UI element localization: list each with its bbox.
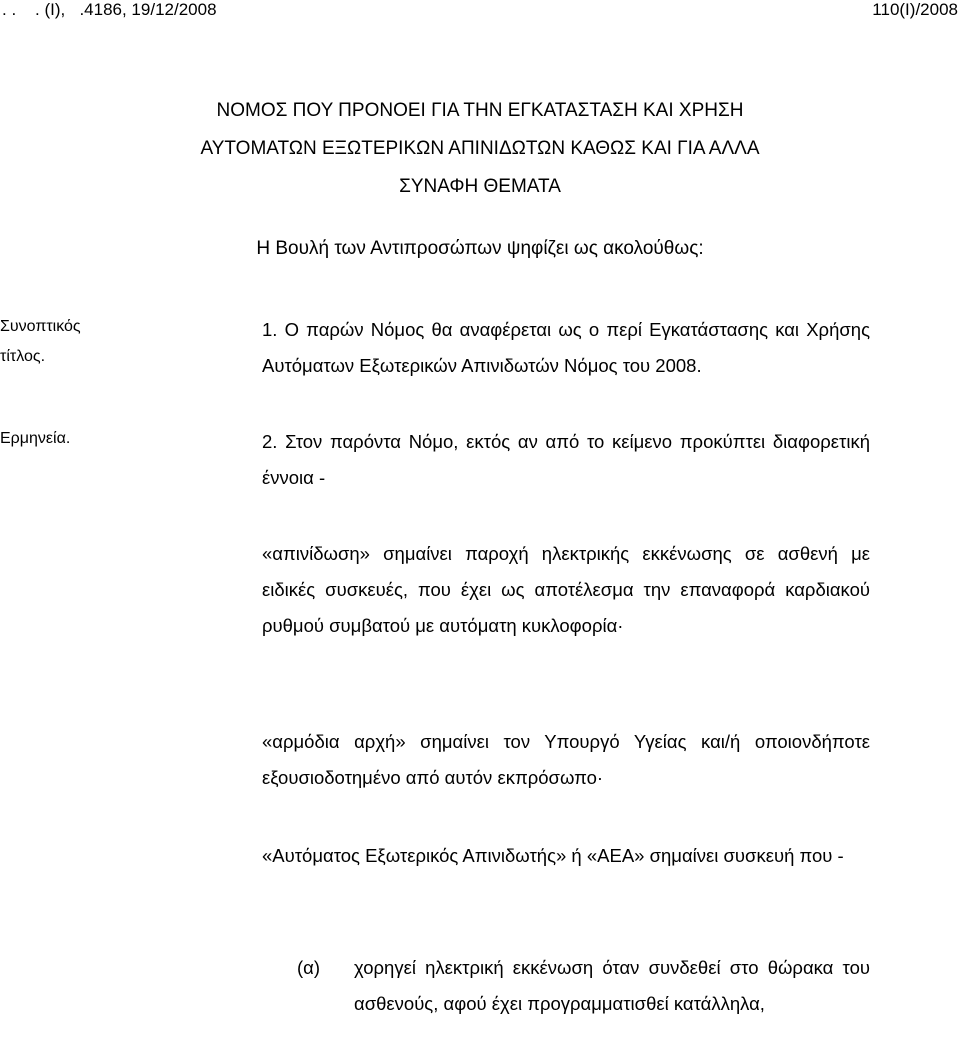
marginal-note-line: τίτλος. <box>0 348 46 365</box>
law-title <box>0 92 960 206</box>
marginal-note-line: Ερμηνεία. <box>0 430 71 447</box>
marginal-note-interpretation <box>0 424 70 454</box>
gazette-reference: . . . (Ι), .4186, 19/12/2008 <box>2 0 217 19</box>
page-header <box>0 0 960 26</box>
law-title-line: ΑΥΤΟΜΑΤΩΝ ΕΞΩΤΕΡΙΚΩΝ ΑΠΙΝΙΔΩΤΩΝ ΚΑΘΩΣ ΚΑΙ ΓΙΑ ΑΛΛΑ <box>200 138 760 159</box>
definition-defibrillation: «απινίδωση» σημαίνει παροχή ηλεκτρικής εκκένωσης σε ασθενή με ειδικές συσκευές, που έχει ως αποτέλεσμα την επαναφορά καρδιακού ρυθμού συμβατού με αυτόματη κυκλοφορία· <box>262 543 870 636</box>
section-text: 1. Ο παρών Νόμος θα αναφέρεται ως ο περί Εγκατάστασης και Χρήσης Αυτόματων Εξωτερικών Απινιδωτών Νόμος του 2008. <box>262 319 870 376</box>
item-label: (α) <box>297 957 321 978</box>
law-title-line: ΝΟΜΟΣ ΠΟΥ ΠΡΟΝΟΕΙ ΓΙΑ ΤΗΝ ΕΓΚΑΤΑΣΤΑΣΗ ΚΑΙ ΧΡΗΣΗ <box>216 100 744 121</box>
law-number: 110(Ι)/2008 <box>872 0 958 19</box>
law-title-line: ΣΥΝΑΦΗ ΘΕΜΑΤΑ <box>399 176 561 197</box>
marginal-note-line: Συνοπτικός <box>0 318 81 335</box>
marginal-note-short-title <box>0 312 81 372</box>
definition-aed: «Αυτόματος Εξωτερικός Απινιδωτής» ή «ΑΕΑ» σημαίνει συσκευή που - <box>262 845 844 866</box>
definition-competent-authority: «αρμόδια αρχή» σημαίνει τον Υπουργό Υγείας και/ή οποιονδήποτε εξουσιοδοτημένο από αυτόν εκπρόσωπο· <box>262 731 870 788</box>
item-text: χορηγεί ηλεκτρική εκκένωση όταν συνδεθεί στο θώρακα του ασθενούς, αφού έχει προγραμματισθεί κατάλληλα, <box>354 957 870 1014</box>
section-text: 2. Στον παρόντα Νόμο, εκτός αν από το κείμενο προκύπτει διαφορετική έννοια - <box>262 431 870 488</box>
enacting-formula: Η Βουλή των Αντιπροσώπων ψηφίζει ως ακολούθως: <box>256 238 704 259</box>
